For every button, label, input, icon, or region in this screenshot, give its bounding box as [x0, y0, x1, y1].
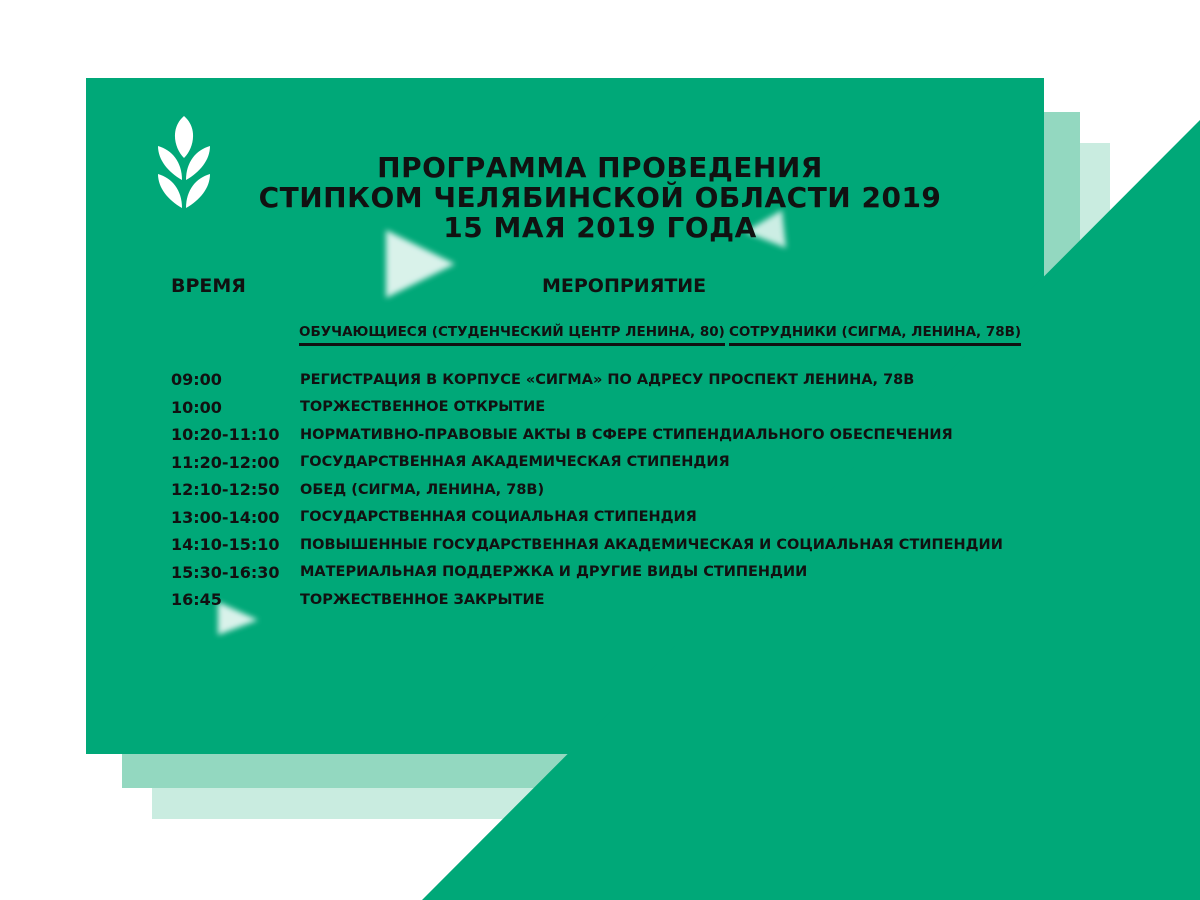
- schedule-event: ТОРЖЕСТВЕННОЕ ОТКРЫТИЕ: [300, 399, 546, 416]
- schedule-row: [171, 421, 1003, 449]
- page-title: [230, 153, 970, 243]
- schedule-time: 14:10-15:10: [171, 535, 280, 555]
- schedule-time: 15:30-16:30: [171, 562, 280, 582]
- schedule-time: 11:20-12:00: [171, 452, 280, 472]
- schedule-event: ОБЕД (СИГМА, ЛЕНИНА, 78В): [300, 481, 545, 498]
- schedule-time: 10:20-11:10: [171, 425, 280, 445]
- event-column-header: МЕРОПРИЯТИЕ: [542, 275, 707, 297]
- schedule-row: [171, 449, 1003, 477]
- title-line-1: ПРОГРАММА ПРОВЕДЕНИЯ: [377, 151, 823, 184]
- schedule-time: 12:10-12:50: [171, 480, 280, 500]
- schedule-event: МАТЕРИАЛЬНАЯ ПОДДЕРЖКА И ДРУГИЕ ВИДЫ СТИПЕНДИИ: [300, 564, 808, 581]
- schedule-time: 16:45: [171, 590, 222, 610]
- time-column-header: ВРЕМЯ: [171, 275, 246, 297]
- schedule-event: ГОСУДАРСТВЕННАЯ АКАДЕМИЧЕСКАЯ СТИПЕНДИЯ: [300, 454, 730, 471]
- schedule-event: ТОРЖЕСТВЕННОЕ ЗАКРЫТИЕ: [300, 591, 545, 608]
- schedule-event: ПОВЫШЕННЫЕ ГОСУДАРСТВЕННАЯ АКАДЕМИЧЕСКАЯ И СОЦИАЛЬНАЯ СТИПЕНДИИ: [300, 536, 1003, 553]
- schedule-list: [171, 366, 1003, 614]
- schedule-row: [171, 531, 1003, 559]
- schedule-time: 13:00-14:00: [171, 507, 280, 527]
- schedule-row: [171, 504, 1003, 532]
- title-line-3: 15 МАЯ 2019 ГОДА: [443, 211, 757, 244]
- schedule-row: [171, 559, 1003, 587]
- schedule-row: [171, 366, 1003, 394]
- schedule-event: ГОСУДАРСТВЕННАЯ СОЦИАЛЬНАЯ СТИПЕНДИЯ: [300, 509, 697, 526]
- schedule-event: НОРМАТИВНО-ПРАВОВЫЕ АКТЫ В СФЕРЕ СТИПЕНДИАЛЬНОГО ОБЕСПЕЧЕНИЯ: [300, 426, 953, 443]
- schedule-event: РЕГИСТРАЦИЯ В КОРПУСЕ «СИГМА» ПО АДРЕСУ ПРОСПЕКТ ЛЕНИНА, 78В: [300, 371, 915, 388]
- schedule-time: 10:00: [171, 397, 222, 417]
- schedule-row: [171, 586, 1003, 614]
- schedule-row: [171, 476, 1003, 504]
- schedule-row: [171, 394, 1003, 422]
- students-subheader: ОБУЧАЮЩИЕСЯ (СТУДЕНЧЕСКИЙ ЦЕНТР ЛЕНИНА, 80): [299, 324, 725, 346]
- staff-subheader: СОТРУДНИКИ (СИГМА, ЛЕНИНА, 78В): [729, 324, 1021, 346]
- schedule-time: 09:00: [171, 370, 222, 390]
- title-line-2: СТИПКОМ ЧЕЛЯБИНСКОЙ ОБЛАСТИ 2019: [258, 181, 942, 214]
